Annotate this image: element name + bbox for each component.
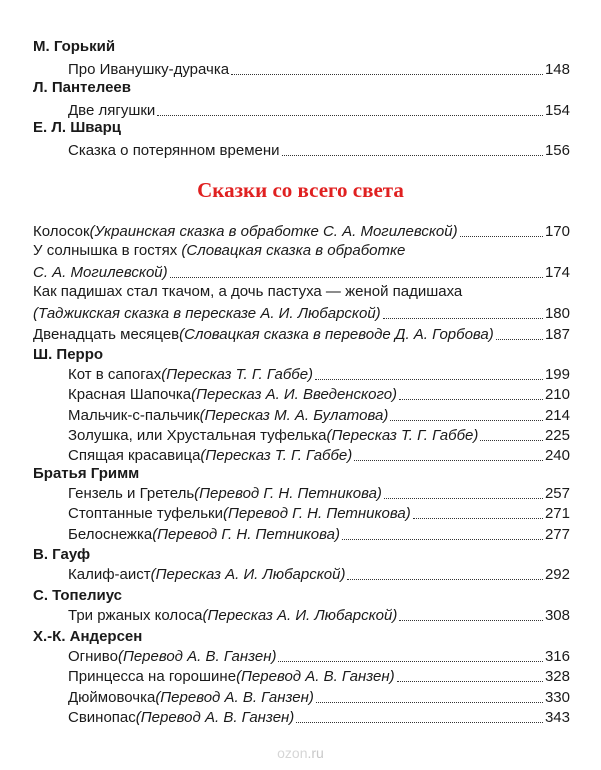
dot-leader bbox=[342, 539, 543, 540]
entry-first-line bbox=[33, 282, 462, 304]
author-name: Е. Л. Шварц bbox=[33, 119, 122, 136]
page-number: 257 bbox=[544, 485, 570, 502]
author-name: М. Горький bbox=[33, 38, 116, 55]
dot-leader bbox=[383, 318, 543, 319]
page-number: 330 bbox=[544, 689, 570, 706]
entry-title: Две лягушки bbox=[68, 102, 156, 119]
dot-leader bbox=[170, 277, 543, 278]
entry-note: (Пересказ Т. Г. Габбе) bbox=[200, 447, 353, 464]
dot-leader bbox=[480, 440, 543, 441]
toc-entry[interactable] bbox=[68, 706, 570, 728]
entry-title: Принцесса на горошине bbox=[68, 668, 237, 685]
entry-continuation: С. А. Могилевской) bbox=[33, 264, 168, 281]
entry-title: Сказка о потерянном времени bbox=[68, 142, 280, 159]
page-number: 240 bbox=[544, 447, 570, 464]
entry-title: Про Иванушку-дурачка bbox=[68, 61, 230, 78]
entry-title: Золушка, или Хрустальная туфелька bbox=[68, 427, 327, 444]
toc-entry[interactable] bbox=[68, 363, 570, 385]
dot-leader bbox=[399, 399, 543, 400]
dot-leader bbox=[496, 339, 543, 340]
entry-note: (Перевод А. В. Ганзен) bbox=[117, 648, 277, 665]
toc-entry[interactable] bbox=[68, 604, 570, 626]
page-number: 156 bbox=[544, 142, 570, 159]
entry-title: Спящая красавица bbox=[68, 447, 201, 464]
entry-continuation: (Таджикская сказка в пересказе А. И. Любарской) bbox=[33, 305, 381, 322]
entry-note: (Пересказ Т. Г. Габбе) bbox=[161, 366, 314, 383]
toc-entry[interactable] bbox=[33, 220, 570, 242]
dot-leader bbox=[157, 115, 543, 116]
entry-note: (Перевод А. В. Ганзен) bbox=[135, 709, 295, 726]
entry-note: (Словацкая сказка в переводе Д. А. Горбова) bbox=[179, 326, 494, 343]
toc-entry[interactable] bbox=[33, 261, 570, 283]
page-number: 308 bbox=[544, 607, 570, 624]
entry-title: Гензель и Гретель bbox=[68, 485, 195, 502]
toc-entry[interactable] bbox=[68, 563, 570, 585]
entry-title: Как падишах стал ткачом, а дочь пастуха — женой падишаха bbox=[33, 283, 463, 300]
page-number: 292 bbox=[544, 566, 570, 583]
page-number: 154 bbox=[544, 102, 570, 119]
page-number: 170 bbox=[544, 223, 570, 240]
entry-title: Три ржаных колоса bbox=[68, 607, 203, 624]
toc-entry[interactable] bbox=[68, 424, 570, 446]
entry-note: (Пересказ А. И. Введенского) bbox=[191, 386, 398, 403]
entry-note: (Перевод А. В. Ганзен) bbox=[236, 668, 395, 685]
author-name: Х.-К. Андерсен bbox=[33, 628, 143, 645]
entry-title: Кот в сапогах bbox=[68, 366, 162, 383]
author-name: С. Топелиус bbox=[33, 587, 123, 604]
toc-entry[interactable] bbox=[68, 665, 570, 687]
dot-leader bbox=[384, 498, 543, 499]
toc-entry[interactable] bbox=[68, 58, 570, 80]
entry-title: Двенадцать месяцев bbox=[33, 326, 180, 343]
dot-leader bbox=[397, 681, 543, 682]
page-number: 187 bbox=[544, 326, 570, 343]
entry-title: Красная Шапочка bbox=[68, 386, 192, 403]
page-number: 214 bbox=[544, 407, 570, 424]
entry-title: Колосок bbox=[33, 223, 90, 240]
watermark-suffix: .ru bbox=[307, 745, 324, 761]
toc-entry[interactable] bbox=[68, 482, 570, 504]
toc-entry[interactable] bbox=[68, 444, 570, 466]
entry-note: (Перевод А. В. Ганзен) bbox=[155, 689, 314, 706]
dot-leader bbox=[399, 620, 543, 621]
page-number: 343 bbox=[544, 709, 570, 726]
toc-entry[interactable] bbox=[68, 502, 570, 524]
entry-note: (Пересказ А. И. Любарской) bbox=[202, 607, 398, 624]
entry-title: Огниво bbox=[68, 648, 118, 665]
page-number: 148 bbox=[544, 61, 570, 78]
author-name: Л. Пантелеев bbox=[33, 79, 131, 96]
toc-entry[interactable] bbox=[68, 404, 570, 426]
author-name: Братья Гримм bbox=[33, 465, 140, 482]
toc-entry[interactable] bbox=[33, 323, 570, 345]
toc-entry[interactable] bbox=[68, 383, 570, 405]
entry-title: Свинопас bbox=[68, 709, 136, 726]
page-number: 277 bbox=[544, 526, 570, 543]
toc-entry[interactable] bbox=[68, 645, 570, 667]
author-name: Ш. Перро bbox=[33, 346, 104, 363]
dot-leader bbox=[316, 702, 543, 703]
entry-title: Мальчик-с-пальчик bbox=[68, 407, 200, 424]
entry-title: У солнышка в гостях bbox=[33, 242, 182, 259]
entry-note: (Пересказ М. А. Булатова) bbox=[199, 407, 389, 424]
dot-leader bbox=[315, 379, 543, 380]
entry-note: (Перевод Г. Н. Петникова) bbox=[222, 505, 411, 522]
watermark bbox=[0, 745, 601, 761]
dot-leader bbox=[278, 661, 542, 662]
dot-leader bbox=[354, 460, 543, 461]
page-number: 199 bbox=[544, 366, 570, 383]
page-number: 180 bbox=[544, 305, 570, 322]
page-number: 210 bbox=[544, 386, 570, 403]
page-number: 174 bbox=[544, 264, 570, 281]
dot-leader bbox=[231, 74, 543, 75]
author-name: В. Гауф bbox=[33, 546, 91, 563]
dot-leader bbox=[282, 155, 543, 156]
entry-note: (Словацкая сказка в обработке bbox=[181, 242, 406, 259]
dot-leader bbox=[347, 579, 543, 580]
entry-note: (Пересказ А. И. Любарской) bbox=[150, 566, 346, 583]
entry-note: (Перевод Г. Н. Петникова) bbox=[152, 526, 340, 543]
entry-note: (Украинская сказка в обработке С. А. Могилевской) bbox=[89, 223, 458, 240]
section-title: Сказки со всего света bbox=[197, 178, 404, 202]
entry-title: Стоптанные туфельки bbox=[68, 505, 223, 522]
dot-leader bbox=[413, 518, 543, 519]
entry-note: (Перевод Г. Н. Петникова) bbox=[194, 485, 382, 502]
page-number: 316 bbox=[544, 648, 570, 665]
entry-note: (Пересказ Т. Г. Габбе) bbox=[326, 427, 479, 444]
toc-entry[interactable] bbox=[68, 686, 570, 708]
entry-title: Калиф-аист bbox=[68, 566, 151, 583]
dot-leader bbox=[460, 236, 543, 237]
toc-entry[interactable] bbox=[33, 302, 570, 324]
entry-title: Белоснежка bbox=[68, 526, 153, 543]
entry-first-line bbox=[33, 241, 405, 263]
toc-entry[interactable] bbox=[68, 99, 570, 121]
toc-entry[interactable] bbox=[68, 139, 570, 161]
page-number: 328 bbox=[544, 668, 570, 685]
entry-title: Дюймовочка bbox=[68, 689, 156, 706]
dot-leader bbox=[390, 420, 543, 421]
toc-entry[interactable] bbox=[68, 523, 570, 545]
page-number: 225 bbox=[544, 427, 570, 444]
page-number: 271 bbox=[544, 505, 570, 522]
watermark-brand: ozon bbox=[277, 745, 308, 761]
dot-leader bbox=[296, 722, 543, 723]
